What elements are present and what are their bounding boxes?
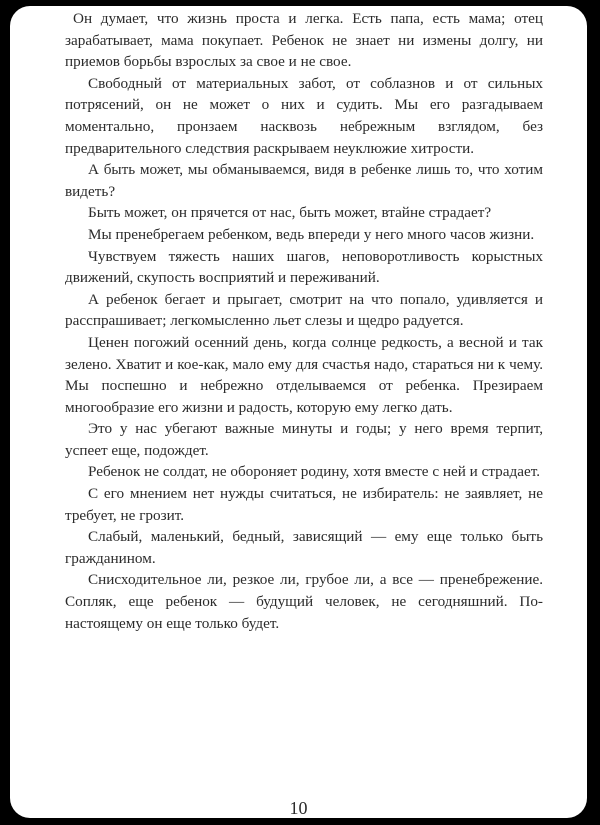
paragraph: С его мнением нет нужды считаться, не избиратель: не заявляет, не требует, не грозит. [65, 485, 543, 524]
paragraph: Быть может, он прячется от нас, быть может, втайне страдает? [88, 204, 492, 222]
paragraph: Ребенок не солдат, не обороняет родину, хотя вместе с ней и страдает. [88, 463, 540, 481]
paragraph: Слабый, маленький, бедный, зависящий — ему еще только быть гражданином. [65, 528, 543, 567]
page-number: 10 [289, 798, 308, 818]
paragraph: А быть может, мы обманываемся, видя в ребенке лишь то, что хотим видеть? [65, 161, 543, 200]
paragraph: А ребенок бегает и прыгает, смотрит на что попало, удивляется и расспрашивает; легкомысленно льет слезы и щедро радуется. [65, 290, 543, 330]
paragraph: Снисходительное ли, резкое ли, грубое ли, а все — пренебрежение. Сопляк, еще ребенок — будущий человек, не сегодняшний. По-настоящему он еще только будет. [65, 571, 543, 632]
page-text [65, 8, 543, 634]
book-page [10, 6, 587, 818]
paragraph: Свободный от материальных забот, от соблазнов и от сильных потрясений, он не может о них и судить. Мы его разгадываем моментально, пронзаем насквозь небрежным взглядом, без предварительного следствия раскрываем неуклюжие хитрости. [65, 74, 543, 157]
paragraph: Это у нас убегают важные минуты и годы; у него время терпит, успеет еще, подождет. [65, 420, 543, 459]
paragraph: Мы пренебрегаем ребенком, ведь впереди у него много часов жизни. [88, 225, 535, 243]
paragraph: Чувствуем тяжесть наших шагов, неповоротливость корыстных движений, скупость восприятий и переживаний. [65, 247, 543, 287]
paragraph: Ценен погожий осенний день, когда солнце редкость, а весной и так зелено. Хватит и кое-как, мало ему для счастья надо, стараться ни к чему. Мы поспешно и небрежно отделываемся от ребенка. Презираем многообразие его жизни и радость, которую ему легко дать. [65, 333, 543, 416]
paragraph: Он думает, что жизнь проста и легка. Есть папа, есть мама; отец зарабатывает, мама покупает. Ребенок не знает ни измены долгу, ни приемов борьбы взрослых за свое и не свое. [65, 10, 543, 71]
